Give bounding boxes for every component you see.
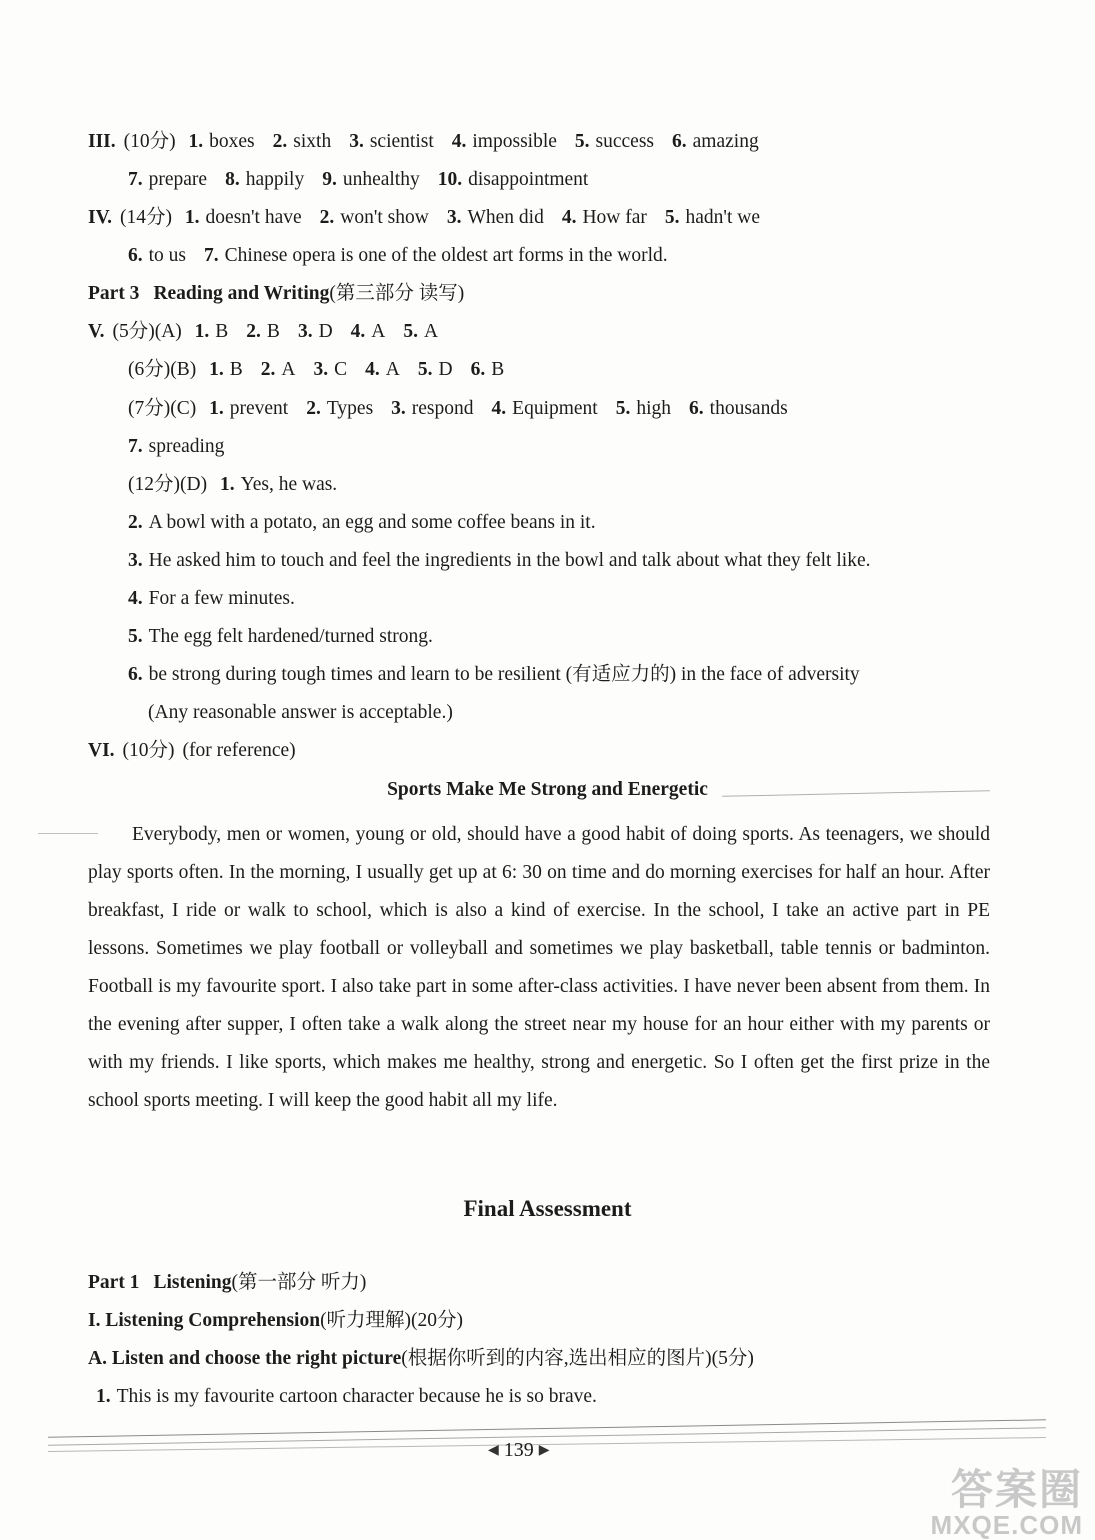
final-part-1-title: Listening bbox=[153, 1272, 232, 1293]
final-assessment-title: Final Assessment bbox=[463, 1196, 632, 1221]
section-5-a bbox=[88, 320, 438, 344]
answer-item bbox=[306, 398, 373, 419]
item-number: 3. bbox=[446, 207, 462, 228]
item-number: 2. bbox=[128, 512, 143, 533]
item-answer: high bbox=[636, 398, 672, 419]
item-number: 6. bbox=[470, 359, 486, 380]
item-answer: spreading bbox=[148, 436, 225, 457]
item-answer: How far bbox=[582, 207, 647, 228]
item-number: 6. bbox=[672, 131, 687, 152]
final-part-1-label: Part 1 bbox=[88, 1272, 140, 1293]
item-number: 1. bbox=[184, 207, 200, 228]
item-answer: prevent bbox=[229, 398, 289, 419]
answer-item bbox=[365, 359, 400, 380]
item-answer: unhealthy bbox=[342, 169, 420, 190]
item-number: 6. bbox=[689, 398, 704, 419]
answer-list bbox=[185, 207, 760, 228]
answer-item bbox=[403, 321, 438, 342]
essay-body: Everybody, men or women, young or old, should have a good habit of doing sports. As teenagers, we should play sports often. In the morning, I usually get up at 6: 30 on time and do morning exercises for half an hour. After breakfast, I ride or walk to school, which is also a kind of exercise. In the school, I take an active part in PE lessons. Sometimes we play football or volleyball and sometimes we play basketball, table tennis or badminton. Football is my favourite sport. I also take part in some after-class activities. I have never been absent from them. In the evening after supper, I often take a walk along the street near my house for an hour either with my parents or with my friends. I like sports, which makes me healthy, strong and energetic. So I often get the first prize in the school sports meeting. I will keep the good habit all my life. bbox=[88, 824, 990, 1111]
section-5-b bbox=[128, 358, 504, 382]
item-answer: won't show bbox=[340, 207, 429, 228]
answer-item bbox=[689, 398, 788, 419]
section-5-d-points: (12分) bbox=[128, 474, 180, 495]
item-number: 3. bbox=[349, 131, 364, 152]
item-number: 4. bbox=[561, 207, 577, 228]
section-3-line-2 bbox=[128, 168, 588, 192]
item-number: 1. bbox=[96, 1386, 111, 1407]
item-answer: C bbox=[334, 359, 348, 380]
item-answer: For a few minutes. bbox=[148, 588, 295, 609]
answer-item bbox=[418, 359, 453, 380]
answer-item bbox=[471, 359, 505, 380]
item-answer: Yes, he was. bbox=[240, 474, 338, 495]
item-number: 4. bbox=[451, 131, 467, 152]
item-number: 3. bbox=[297, 321, 313, 342]
answer-item bbox=[438, 169, 589, 190]
section-5-d bbox=[128, 473, 337, 497]
item-answer: hadn't we bbox=[685, 207, 760, 228]
item-answer: be strong during tough times and learn to be resilient (有适应力的) in the face of adversity bbox=[148, 664, 860, 685]
item-answer: D bbox=[318, 321, 333, 342]
item-number: 7. bbox=[128, 169, 143, 190]
item-number: 6. bbox=[128, 245, 143, 266]
answer-item bbox=[616, 398, 671, 419]
answer-item bbox=[313, 359, 347, 380]
answer-item bbox=[672, 131, 759, 152]
answer-item bbox=[209, 359, 243, 380]
section-5-c-points: (7分) bbox=[128, 398, 171, 419]
item-answer: impossible bbox=[472, 131, 557, 152]
final-part-1-cn: (第一部分 听力) bbox=[231, 1272, 367, 1293]
watermark-url: MXQE.COM bbox=[930, 1510, 1083, 1540]
item-answer: respond bbox=[411, 398, 474, 419]
item-answer: prepare bbox=[148, 169, 208, 190]
final-section-1-heading bbox=[88, 1309, 463, 1333]
item-number: 5. bbox=[615, 398, 631, 419]
item-answer: B bbox=[229, 359, 243, 380]
answer-item bbox=[349, 131, 434, 152]
item-number: 1. bbox=[194, 321, 210, 342]
answer-list bbox=[128, 169, 588, 190]
item-answer: to us bbox=[148, 245, 187, 266]
item-answer: A bowl with a potato, an egg and some coffee beans in it. bbox=[148, 512, 596, 533]
item-answer: B bbox=[266, 321, 280, 342]
answer-item bbox=[298, 321, 333, 342]
item-number: 1. bbox=[209, 359, 224, 380]
section-5-label: V. bbox=[88, 321, 105, 342]
answer-list bbox=[209, 359, 504, 380]
answer-list bbox=[209, 398, 788, 419]
triangle-right-icon: ▶ bbox=[538, 1443, 550, 1458]
section-5-c-cont bbox=[128, 435, 224, 459]
item-number: 8. bbox=[225, 169, 240, 190]
item-answer: This is my favourite cartoon character because he is so brave. bbox=[116, 1386, 597, 1407]
item-number: 2. bbox=[272, 131, 288, 152]
answer-item bbox=[351, 321, 386, 342]
item-number: 5. bbox=[128, 626, 143, 647]
section-4-line-1 bbox=[88, 206, 760, 230]
section-4-points: (14分) bbox=[120, 207, 173, 228]
item-answer: A bbox=[424, 321, 439, 342]
answer-item bbox=[185, 207, 302, 228]
item-number: 3. bbox=[391, 398, 406, 419]
answer-item bbox=[273, 131, 332, 152]
section-4-label: IV. bbox=[88, 207, 113, 228]
answer-item bbox=[562, 207, 647, 228]
section-5-d-q3 bbox=[128, 549, 870, 573]
answer-item bbox=[204, 245, 668, 266]
section-5-d-q6 bbox=[128, 663, 860, 687]
section-6-note: (for reference) bbox=[182, 740, 296, 761]
watermark bbox=[931, 1468, 1083, 1538]
footer-rule bbox=[48, 1419, 1046, 1437]
item-number: 5. bbox=[664, 207, 680, 228]
item-number: 2. bbox=[260, 359, 276, 380]
final-section-a-heading bbox=[88, 1347, 754, 1371]
section-6-label: VI. bbox=[88, 740, 115, 761]
answer-item bbox=[447, 207, 544, 228]
answer-item bbox=[209, 398, 288, 419]
watermark-logo: 答案圈 bbox=[950, 1466, 1083, 1513]
answer-item bbox=[452, 131, 557, 152]
item-number: 4. bbox=[365, 359, 380, 380]
essay-title: Sports Make Me Strong and Energetic bbox=[387, 779, 708, 800]
answer-item bbox=[189, 131, 255, 152]
item-answer: A bbox=[371, 321, 386, 342]
section-5-b-points: (6分) bbox=[128, 359, 171, 380]
section-5-c-sub: (C) bbox=[170, 398, 197, 419]
item-number: 5. bbox=[403, 321, 418, 342]
item-number: 3. bbox=[128, 550, 143, 571]
item-number: 7. bbox=[204, 245, 219, 266]
section-5-d-sub: (D) bbox=[180, 474, 208, 495]
item-answer: disappointment bbox=[468, 169, 589, 190]
answer-item bbox=[225, 169, 304, 190]
answer-item bbox=[322, 169, 420, 190]
section-5-b-sub: (B) bbox=[170, 359, 197, 380]
final-section-a-cn: (根据你听到的内容,选出相应的图片)(5分) bbox=[401, 1348, 754, 1369]
section-5-a-points: (5分) bbox=[112, 321, 155, 342]
section-6-points: (10分) bbox=[122, 740, 175, 761]
item-note: (Any reasonable answer is acceptable.) bbox=[148, 702, 453, 723]
item-answer: thousands bbox=[709, 398, 788, 419]
item-number: 4. bbox=[128, 588, 143, 609]
section-6-heading bbox=[88, 739, 296, 763]
section-5-d-q6-note bbox=[148, 701, 453, 725]
section-3-line-1 bbox=[88, 130, 759, 154]
final-section-a-title: A. Listen and choose the right picture bbox=[88, 1348, 402, 1369]
answer-item bbox=[128, 245, 186, 266]
item-number: 2. bbox=[319, 207, 335, 228]
final-question-1 bbox=[96, 1385, 597, 1409]
item-number: 10. bbox=[437, 169, 463, 190]
item-answer: sixth bbox=[293, 131, 332, 152]
page-number: 139 bbox=[503, 1439, 534, 1461]
part-3-heading bbox=[88, 282, 464, 306]
section-5-d-q5 bbox=[128, 625, 433, 649]
answer-item bbox=[492, 398, 598, 419]
item-answer: D bbox=[438, 359, 453, 380]
final-section-1-title: I. Listening Comprehension bbox=[88, 1310, 321, 1331]
item-number: 1. bbox=[209, 398, 224, 419]
answer-item bbox=[128, 169, 207, 190]
final-section-1-cn: (听力理解)(20分) bbox=[320, 1310, 464, 1331]
answer-item bbox=[195, 321, 229, 342]
item-answer: boxes bbox=[209, 131, 255, 152]
item-answer: B bbox=[215, 321, 229, 342]
section-3-label: III. bbox=[88, 131, 116, 152]
final-part-1-heading bbox=[88, 1271, 366, 1295]
item-answer: doesn't have bbox=[205, 207, 302, 228]
section-3-points: (10分) bbox=[123, 131, 176, 152]
item-number: 1. bbox=[219, 474, 235, 495]
item-number: 4. bbox=[491, 398, 507, 419]
item-answer: Types bbox=[326, 398, 374, 419]
item-answer: amazing bbox=[692, 131, 759, 152]
item-answer: B bbox=[491, 359, 505, 380]
item-answer: The egg felt hardened/turned strong. bbox=[148, 626, 433, 647]
item-number: 7. bbox=[128, 436, 143, 457]
answer-list bbox=[128, 245, 668, 266]
item-answer: A bbox=[385, 359, 400, 380]
answer-item bbox=[665, 207, 760, 228]
item-answer: scientist bbox=[369, 131, 434, 152]
item-answer: When did bbox=[467, 207, 544, 228]
item-number: 4. bbox=[350, 321, 366, 342]
section-5-c bbox=[128, 397, 788, 421]
answer-item bbox=[320, 207, 429, 228]
item-number: 5. bbox=[417, 359, 433, 380]
answer-item bbox=[261, 359, 296, 380]
item-number: 2. bbox=[246, 321, 261, 342]
answer-list bbox=[189, 131, 759, 152]
part-3-label: Part 3 bbox=[88, 283, 140, 304]
triangle-left-icon: ◀ bbox=[488, 1443, 499, 1458]
section-5-d-q2 bbox=[128, 511, 596, 535]
part-3-title: Reading and Writing bbox=[153, 283, 330, 304]
answer-item bbox=[391, 398, 473, 419]
item-number: 6. bbox=[128, 664, 143, 685]
item-answer: Chinese opera is one of the oldest art forms in the world. bbox=[224, 245, 668, 266]
item-number: 3. bbox=[313, 359, 329, 380]
item-number: 9. bbox=[322, 169, 337, 190]
part-3-cn: (第三部分 读写) bbox=[329, 283, 465, 304]
item-number: 1. bbox=[188, 131, 204, 152]
section-5-d-q4 bbox=[128, 587, 295, 611]
section-4-line-2 bbox=[128, 244, 668, 268]
item-number: 5. bbox=[574, 131, 590, 152]
item-answer: success bbox=[595, 131, 655, 152]
answer-item bbox=[246, 321, 280, 342]
answer-list bbox=[195, 321, 438, 342]
item-answer: Equipment bbox=[512, 398, 598, 419]
page-number-block bbox=[488, 1438, 550, 1463]
item-number: 2. bbox=[306, 398, 321, 419]
item-answer: He asked him to touch and feel the ingredients in the bowl and talk about what they felt like. bbox=[148, 550, 871, 571]
item-answer: happily bbox=[245, 169, 305, 190]
section-5-a-sub: (A) bbox=[154, 321, 182, 342]
answer-item bbox=[575, 131, 654, 152]
item-answer: A bbox=[281, 359, 296, 380]
